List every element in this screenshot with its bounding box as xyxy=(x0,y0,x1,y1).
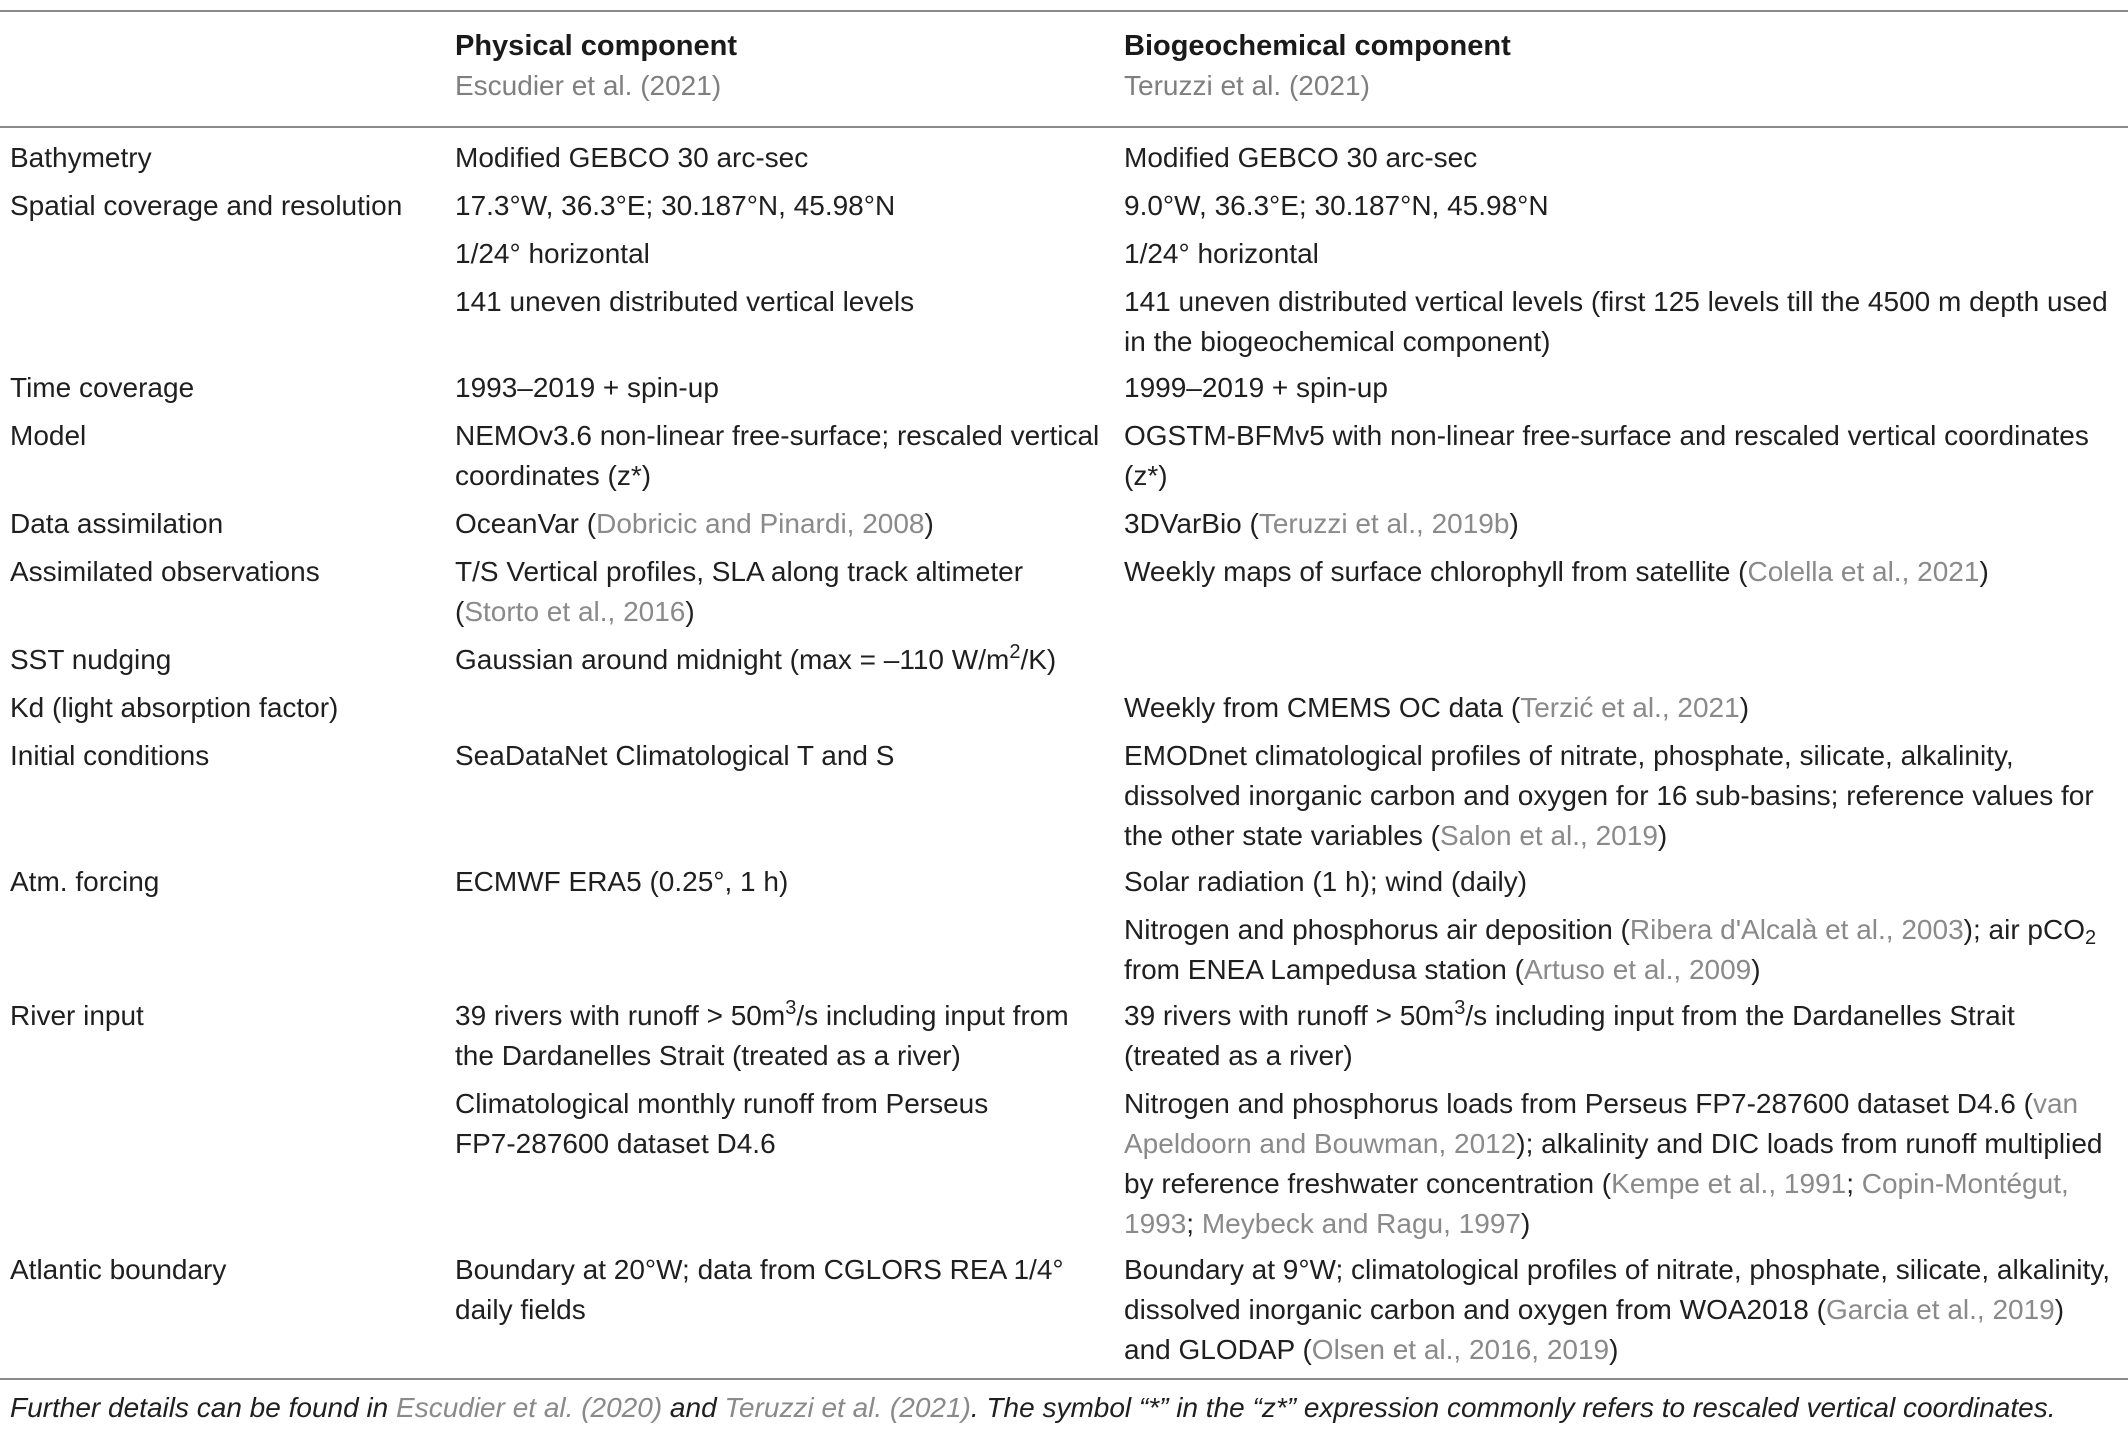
atm-phys: ECMWF ERA5 (0.25°, 1 h) xyxy=(455,866,789,897)
model-bio-2: (z*) xyxy=(1124,460,1168,491)
row-label-bathymetry: Bathymetry xyxy=(10,142,152,173)
physical-ref[interactable]: Escudier et al. (2021) xyxy=(455,70,722,101)
river-bio-5: by reference freshwater concentration (Kempe et al., 1991; Copin-Montégut, xyxy=(1124,1168,2069,1199)
init-phys: SeaDataNet Climatological T and S xyxy=(455,740,895,771)
citation-link[interactable]: Olsen et al., 2016, 2019 xyxy=(1311,1334,1610,1365)
row-label-sst: SST nudging xyxy=(10,644,172,675)
assim-bio: 3DVarBio (Teruzzi et al., 2019b) xyxy=(1124,508,1519,539)
time-bio: 1999–2019 + spin-up xyxy=(1124,372,1388,403)
bathymetry-phys: Modified GEBCO 30 arc-sec xyxy=(455,142,809,173)
river-bio-3: Nitrogen and phosphorus loads from Perseus FP7-287600 dataset D4.6 (van xyxy=(1124,1088,2079,1119)
citation-link[interactable]: Meybeck and Ragu, 1997 xyxy=(1201,1208,1521,1239)
physical-header xyxy=(455,26,737,106)
river-bio-1: 39 rivers with runoff > $50m^3/s$ including input from the Dardanelles Strait xyxy=(1124,997,2015,1031)
top-rule xyxy=(0,10,2128,12)
row-label-obs: Assimilated observations xyxy=(10,556,320,587)
bio-title: Biogeochemical component xyxy=(1124,30,1511,62)
row-label-kd: Kd (light absorption factor) xyxy=(10,692,339,723)
sst-phys: Gaussian around midnight (max = –110 $W/m^2/K$) xyxy=(455,641,1057,675)
physical-title: Physical component xyxy=(455,30,738,62)
river-bio-4: Apeldoorn and Bouwman, 2012); alkalinity and DIC loads from runoff multiplied xyxy=(1124,1128,2103,1159)
spatial-phys-1: 17.3°W, 36.3°E; 30.187°N, 45.98°N xyxy=(455,190,896,221)
citation-link[interactable]: Terzić et al., 2021 xyxy=(1520,692,1740,723)
table-footnote: Further details can be found in Escudier et al. (2020) and Teruzzi et al. (2021). The symbol “*” in the “z*” expression commonly refers to rescaled vertical coordinates. xyxy=(10,1392,2056,1423)
atm-bio-1: Solar radiation (1 h); wind (daily) xyxy=(1124,866,1528,897)
river-bio-6: 1993; Meybeck and Ragu, 1997) xyxy=(1124,1208,1531,1239)
citation-link[interactable]: Kempe et al., 1991 xyxy=(1611,1168,1847,1199)
assim-phys: OceanVar (Dobricic and Pinardi, 2008) xyxy=(455,508,934,539)
atm-bio-2: Nitrogen and phosphorus air deposition (Ribera d'Alcalà et al., 2003); air pCO$_2$ xyxy=(1124,914,2097,949)
bottom-rule xyxy=(0,1378,2128,1380)
row-label-assim: Data assimilation xyxy=(10,508,224,539)
row-label-atlantic: Atlantic boundary xyxy=(10,1254,227,1285)
citation-link[interactable]: Storto et al., 2016 xyxy=(464,596,686,627)
atlantic-bio-2: dissolved inorganic carbon and oxygen from WOA2018 (Garcia et al., 2019) xyxy=(1124,1294,2065,1325)
spatial-bio-2: 1/24° horizontal xyxy=(1124,238,1319,269)
header-rule xyxy=(0,126,2128,128)
row-label-model: Model xyxy=(10,420,87,451)
row-label-init: Initial conditions xyxy=(10,740,210,771)
citation-link[interactable]: van xyxy=(2032,1088,2079,1119)
spatial-phys-3: 141 uneven distributed vertical levels xyxy=(455,286,915,317)
row-label-atm: Atm. forcing xyxy=(10,866,160,897)
citation-link[interactable]: Ribera d'Alcalà et al., 2003 xyxy=(1629,914,1964,945)
kd-bio: Weekly from CMEMS OC data (Terzić et al., 2021) xyxy=(1124,692,1750,723)
obs-phys-2: (Storto et al., 2016) xyxy=(455,596,695,627)
atlantic-bio-1: Boundary at 9°W; climatological profiles of nitrate, phosphate, silicate, alkalinity, xyxy=(1124,1254,2110,1285)
init-bio-2: dissolved inorganic carbon and oxygen for 16 sub-basins; reference values for xyxy=(1124,780,2094,811)
atlantic-phys-1: Boundary at 20°W; data from CGLORS REA 1/4° xyxy=(455,1254,1064,1285)
init-bio-1: EMODnet climatological profiles of nitrate, phosphate, silicate, alkalinity, xyxy=(1124,740,2014,771)
spatial-bio-1: 9.0°W, 36.3°E; 30.187°N, 45.98°N xyxy=(1124,190,1549,221)
citation-link[interactable]: Colella et al., 2021 xyxy=(1747,556,1980,587)
atlantic-bio-3: and GLODAP (Olsen et al., 2016, 2019) xyxy=(1124,1334,1619,1365)
row-label-time: Time coverage xyxy=(10,372,195,403)
citation-link[interactable]: Garcia et al., 2019 xyxy=(1825,1294,2055,1325)
citation-link[interactable]: Teruzzi et al., 2019b xyxy=(1258,508,1510,539)
obs-phys-1: T/S Vertical profiles, SLA along track altimeter xyxy=(455,556,1024,587)
init-bio-3: the other state variables (Salon et al., 2019) xyxy=(1124,820,1668,851)
model-phys-2: coordinates (z*) xyxy=(455,460,652,491)
river-phys-4: FP7-287600 dataset D4.6 xyxy=(455,1128,776,1159)
spatial-phys-2: 1/24° horizontal xyxy=(455,238,650,269)
atlantic-phys-2: daily fields xyxy=(455,1294,586,1325)
citation-link[interactable]: Teruzzi et al. (2021) xyxy=(724,1392,971,1423)
model-bio-1: OGSTM-BFMv5 with non-linear free-surface and rescaled vertical coordinates xyxy=(1124,420,2089,451)
citation-link[interactable]: Dobricic and Pinardi, 2008 xyxy=(596,508,925,539)
atm-bio-3: from ENEA Lampedusa station (Artuso et al., 2009) xyxy=(1124,954,1761,985)
spatial-bio-3a: 141 uneven distributed vertical levels (first 125 levels till the 4500 m depth used xyxy=(1124,286,2108,317)
citation-link[interactable]: Salon et al., 2019 xyxy=(1439,820,1658,851)
obs-bio: Weekly maps of surface chlorophyll from satellite (Colella et al., 2021) xyxy=(1124,556,1989,587)
time-phys: 1993–2019 + spin-up xyxy=(455,372,719,403)
row-label-river: River input xyxy=(10,1000,144,1031)
river-phys-2: the Dardanelles Strait (treated as a river) xyxy=(455,1040,961,1071)
river-phys-3: Climatological monthly runoff from Perseus xyxy=(455,1088,989,1119)
spatial-bio-3b: in the biogeochemical component) xyxy=(1124,326,1551,357)
citation-link[interactable]: Escudier et al. (2020) xyxy=(396,1392,663,1423)
row-label-spatial: Spatial coverage and resolution xyxy=(10,190,403,221)
river-phys-1: 39 rivers with runoff > $50m^3/s$ including input from xyxy=(455,997,1069,1031)
citation-link[interactable]: Copin-Montégut, xyxy=(1861,1168,2069,1199)
model-phys-1: NEMOv3.6 non-linear free-surface; rescaled vertical xyxy=(455,420,1100,451)
bathymetry-bio: Modified GEBCO 30 arc-sec xyxy=(1124,142,1478,173)
river-bio-2: (treated as a river) xyxy=(1124,1040,1353,1071)
citation-link[interactable]: Artuso et al., 2009 xyxy=(1523,954,1752,985)
bio-ref[interactable]: Teruzzi et al. (2021) xyxy=(1124,70,1370,101)
citation-link[interactable]: Apeldoorn and Bouwman, 2012 xyxy=(1124,1128,1517,1159)
citation-link[interactable]: 1993 xyxy=(1124,1208,1187,1239)
bio-header xyxy=(1124,26,1511,106)
